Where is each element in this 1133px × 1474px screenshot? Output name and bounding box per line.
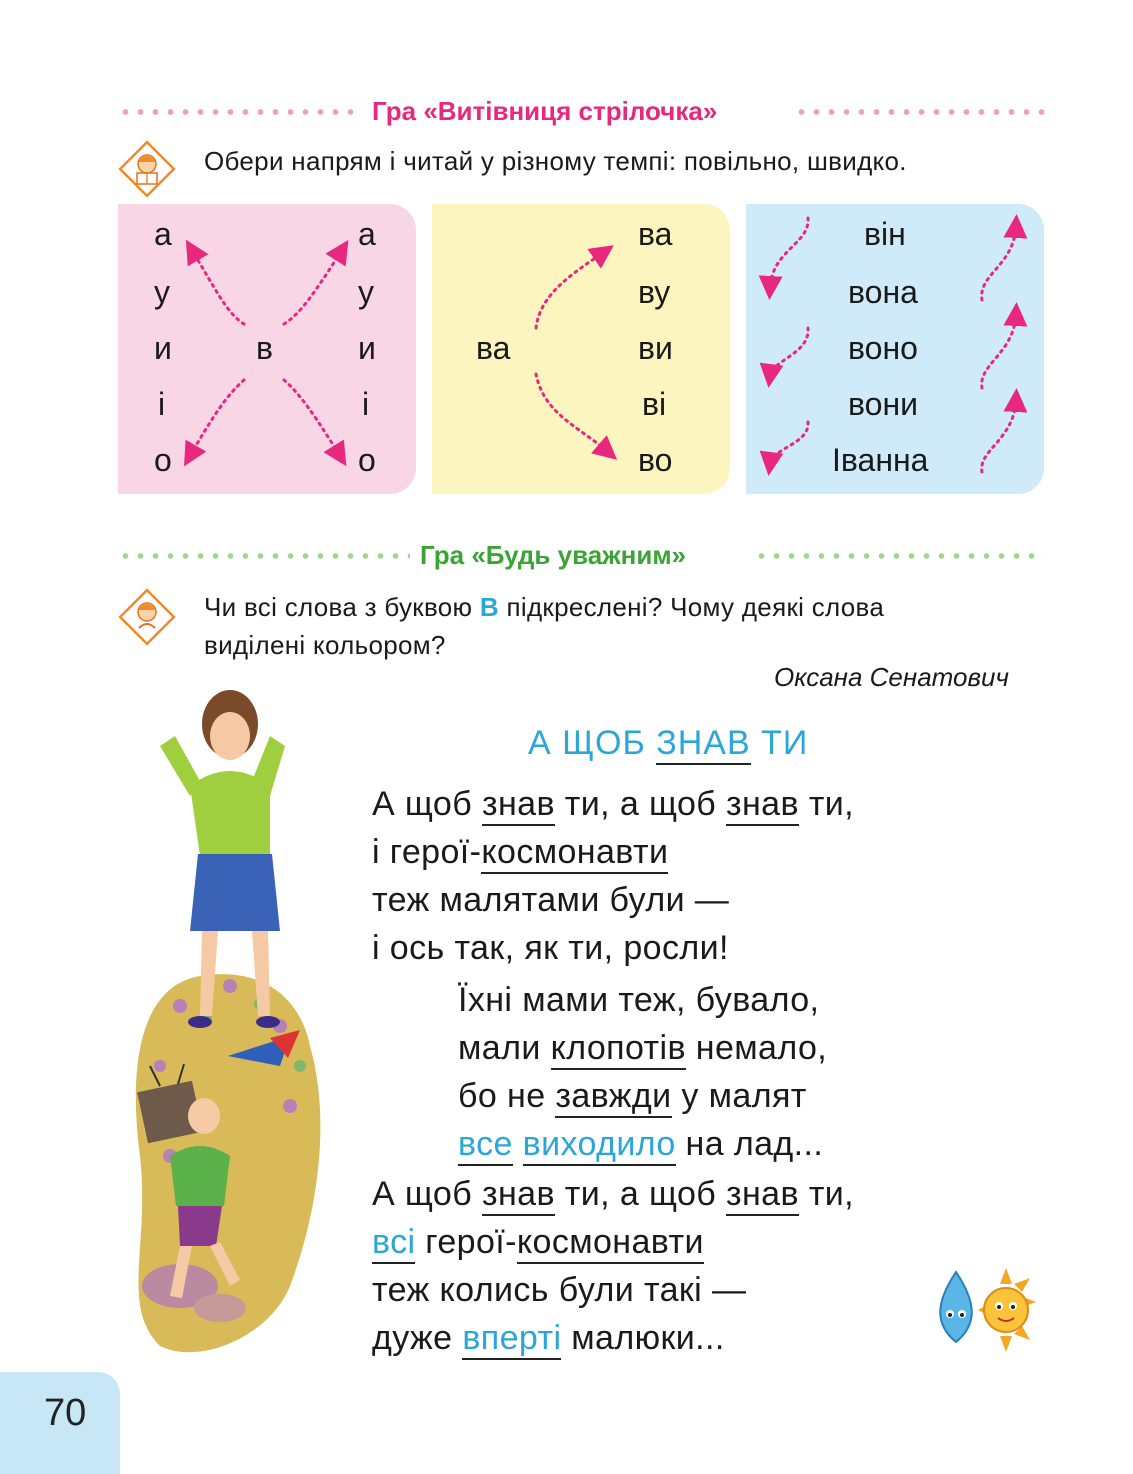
text: немало,	[695, 1029, 828, 1067]
text: ти,	[808, 1175, 855, 1213]
letter: у	[154, 274, 170, 310]
highlighted-word: виходило	[523, 1125, 676, 1166]
dotted-arrows-icon	[432, 204, 730, 494]
underlined-word: знав	[482, 1175, 555, 1216]
text: мали	[458, 1029, 541, 1067]
underlined-word: завжди	[555, 1077, 671, 1118]
underlined-word: знав	[726, 1175, 799, 1216]
poem-line	[458, 1120, 827, 1168]
thinking-boy-icon	[118, 588, 176, 646]
text: на лад...	[685, 1125, 824, 1163]
text: дуже	[372, 1319, 453, 1357]
text: ти, а щоб	[564, 785, 717, 823]
title-part: ТИ	[761, 724, 809, 762]
text: бо не	[458, 1077, 546, 1115]
letter: а	[154, 216, 172, 252]
poem-line	[372, 1170, 854, 1218]
center-letter: в	[256, 330, 273, 366]
text: А щоб	[372, 785, 473, 823]
underlined-word: знав	[726, 785, 799, 826]
dotted-divider	[118, 109, 363, 115]
poem-line	[372, 828, 854, 876]
poem-stanza-2	[458, 976, 827, 1168]
author-name: Оксана Сенатович	[774, 662, 1009, 692]
text: герої-	[425, 1223, 517, 1261]
syllable: ві	[642, 386, 667, 422]
letter: у	[358, 274, 374, 310]
underlined-word: знав	[482, 785, 555, 826]
underlined-word: космонавти	[517, 1223, 704, 1264]
drop-and-sun-mascots-icon	[926, 1262, 1044, 1358]
poem-title	[528, 724, 808, 763]
instruction-part: Чи всі слова з буквою	[204, 592, 473, 622]
poem-line	[372, 780, 854, 828]
poem-line	[372, 1314, 854, 1362]
letters-box-1	[118, 204, 416, 494]
reading-boy-icon	[118, 140, 176, 198]
highlight-letter: В	[479, 592, 499, 622]
letter: и	[154, 330, 172, 366]
title-part: А ЩОБ	[528, 724, 646, 762]
dotted-arrows-icon	[746, 204, 1044, 494]
word: воно	[848, 330, 918, 366]
poem-line: теж колись були такі —	[372, 1271, 747, 1309]
text: ти,	[808, 785, 855, 823]
instruction-text	[204, 588, 884, 664]
text: малюки...	[571, 1319, 725, 1357]
poem-stanza-3	[372, 1170, 854, 1362]
syllable: ви	[638, 330, 673, 366]
poem-line	[458, 1072, 827, 1120]
underlined-word: клопотів	[551, 1029, 686, 1070]
poem-stanza-1	[372, 780, 854, 972]
instruction-text: Обери напрям і читай у різному темпі: повільно, швидко.	[204, 146, 907, 176]
letter: і	[362, 386, 370, 422]
poem-line	[372, 1218, 854, 1266]
syllable: ву	[638, 274, 671, 310]
letter: о	[154, 442, 172, 478]
poem-line	[458, 1024, 827, 1072]
title-part-underlined: ЗНАВ	[656, 724, 750, 765]
text: і герої-	[372, 833, 482, 871]
section-title: Гра «Витівниця стрілочка»	[372, 96, 718, 126]
syllables-box-2	[432, 204, 730, 494]
text: А щоб	[372, 1175, 473, 1213]
letter: а	[358, 216, 376, 252]
instruction-part: підкреслені? Чому деякі слова	[506, 592, 885, 622]
syllable: ва	[638, 216, 673, 252]
dotted-divider	[754, 553, 1044, 559]
highlighted-word: всі	[372, 1223, 415, 1264]
word: Іванна	[832, 442, 929, 478]
highlighted-word: все	[458, 1125, 513, 1166]
letter: о	[358, 442, 376, 478]
poem-line: Їхні мами теж, бувало,	[458, 981, 820, 1019]
dotted-divider	[118, 553, 410, 559]
syllable: ва	[476, 330, 511, 366]
letter: і	[158, 386, 166, 422]
word: вони	[848, 386, 918, 422]
instruction-part: виділені кольором?	[204, 630, 446, 660]
underlined-word: космонавти	[481, 833, 668, 874]
poem-line: теж малятами були —	[372, 881, 730, 919]
poem-line: і ось так, як ти, росли!	[372, 929, 729, 967]
letter: и	[358, 330, 376, 366]
section-title: Гра «Будь уважним»	[420, 540, 687, 570]
words-box-3	[746, 204, 1044, 494]
text: у малят	[681, 1077, 807, 1115]
section-header-attention-game	[118, 540, 1044, 570]
highlighted-word: вперті	[462, 1319, 561, 1360]
mother-and-child-illustration	[120, 686, 340, 1356]
page-number: 70	[44, 1392, 87, 1434]
dotted-divider	[794, 109, 1044, 115]
dotted-arrows-icon	[118, 204, 416, 494]
syllable: во	[638, 442, 673, 478]
word: вона	[848, 274, 918, 310]
text: ти, а щоб	[564, 1175, 717, 1213]
word: він	[864, 216, 906, 252]
section-header-arrow-game	[118, 96, 1044, 126]
